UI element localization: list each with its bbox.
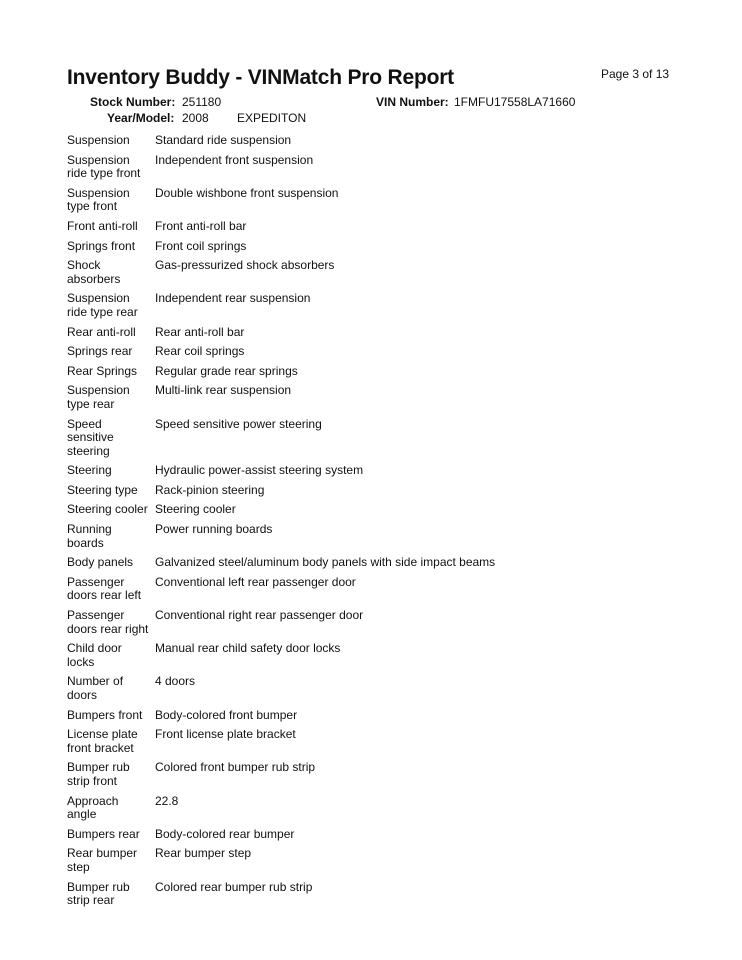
spec-row xyxy=(65,500,497,520)
spec-value: Standard ride suspension xyxy=(155,133,292,147)
spec-label: Steering type xyxy=(67,482,138,497)
spec-row xyxy=(65,362,497,382)
spec-value: 4 doors xyxy=(155,674,196,689)
spec-value: Colored front bumper rub strip xyxy=(155,760,316,775)
spec-value: Conventional left rear passenger door xyxy=(155,574,356,589)
spec-label: Springs front xyxy=(67,238,136,253)
spec-value: Front anti-roll bar xyxy=(155,218,247,233)
spec-value: Gas-pressurized shock absorbers xyxy=(155,258,335,273)
spec-row xyxy=(65,289,497,322)
spec-row xyxy=(65,553,497,573)
spec-label: Rear bumper step xyxy=(67,846,138,874)
spec-row xyxy=(65,342,497,362)
spec-row xyxy=(65,151,497,184)
spec-row xyxy=(65,256,497,289)
model-value: EXPEDITON xyxy=(237,111,307,125)
spec-label: Child door locks xyxy=(67,641,122,669)
spec-value: Rear anti-roll bar xyxy=(155,324,245,339)
spec-row xyxy=(65,792,497,825)
spec-label: Suspension type rear xyxy=(67,383,130,411)
spec-label: Running boards xyxy=(67,522,112,550)
spec-label: Bumpers front xyxy=(67,707,143,722)
spec-row xyxy=(65,237,497,257)
spec-label: Springs rear xyxy=(67,344,133,359)
spec-row xyxy=(65,131,497,151)
spec-row xyxy=(65,878,497,911)
report-title: Inventory Buddy - VINMatch Pro Report xyxy=(67,66,454,89)
spec-value: Front license plate bracket xyxy=(155,727,296,742)
spec-label: Front anti-roll xyxy=(67,218,138,233)
spec-value: Rear coil springs xyxy=(155,344,245,359)
spec-value: Regular grade rear springs xyxy=(155,363,298,378)
spec-value: Conventional right rear passenger door xyxy=(155,608,364,623)
stock-number-value: 251180 xyxy=(182,95,222,109)
spec-value: Galvanized steel/aluminum body panels with side impact beams xyxy=(155,555,496,570)
spec-row xyxy=(65,672,497,705)
spec-value: Body-colored rear bumper xyxy=(155,826,295,841)
page-number: Page 3 of 13 xyxy=(601,67,670,81)
spec-row xyxy=(65,639,497,672)
spec-value: Manual rear child safety door locks xyxy=(155,641,341,656)
spec-row xyxy=(65,844,497,877)
spec-value: Front coil springs xyxy=(155,238,247,253)
spec-label: Passenger doors rear left xyxy=(67,574,142,603)
spec-label: Body panels xyxy=(67,555,134,570)
spec-row xyxy=(65,461,497,481)
spec-row xyxy=(65,323,497,343)
spec-label: Suspension ride type front xyxy=(67,152,141,181)
spec-label: Shock absorbers xyxy=(67,258,121,286)
spec-label: Steering xyxy=(67,463,112,478)
vin-value: 1FMFU17558LA71660 xyxy=(454,95,576,109)
year-model-label: Year/Model: xyxy=(107,111,175,125)
spec-row xyxy=(65,758,497,791)
spec-value: Rack-pinion steering xyxy=(155,482,265,497)
spec-row xyxy=(65,825,497,845)
spec-label: Number of doors xyxy=(67,674,124,702)
year-value: 2008 xyxy=(182,111,209,125)
spec-row xyxy=(65,725,497,758)
spec-row xyxy=(65,184,497,217)
spec-label: Rear Springs xyxy=(67,363,138,378)
spec-value: Rear bumper step xyxy=(155,846,252,861)
spec-value: Speed sensitive power steering xyxy=(155,416,322,431)
spec-label: Rear anti-roll xyxy=(67,324,136,339)
spec-label: Approach angle xyxy=(67,793,119,822)
spec-row xyxy=(65,217,497,237)
spec-label: Suspension type front xyxy=(67,185,130,214)
spec-value: Multi-link rear suspension xyxy=(155,383,292,398)
spec-row xyxy=(65,606,497,639)
spec-row xyxy=(65,481,497,501)
vin-label: VIN Number: xyxy=(376,95,449,109)
spec-label: Suspension ride type rear xyxy=(67,291,138,319)
spec-label: Bumper rub strip rear xyxy=(67,879,130,908)
spec-value: Power running boards xyxy=(155,522,273,537)
spec-row xyxy=(65,381,497,414)
spec-row xyxy=(65,706,497,726)
spec-label: Passenger doors rear right xyxy=(67,608,149,636)
spec-label: Suspension xyxy=(67,133,130,147)
spec-value: Independent front suspension xyxy=(155,152,314,167)
spec-value: Steering cooler xyxy=(155,502,236,517)
spec-label: Bumpers rear xyxy=(67,826,140,841)
spec-row xyxy=(65,415,497,462)
spec-value: Hydraulic power-assist steering system xyxy=(155,463,364,478)
spec-value: 22.8 xyxy=(155,793,179,808)
spec-label: Bumper rub strip front xyxy=(67,760,130,788)
specs-table xyxy=(65,131,497,911)
spec-row xyxy=(65,520,497,553)
spec-value: Independent rear suspension xyxy=(155,291,311,306)
stock-number-label: Stock Number: xyxy=(90,95,176,109)
spec-value: Double wishbone front suspension xyxy=(155,185,339,200)
spec-label: Steering cooler xyxy=(67,502,148,517)
spec-value: Body-colored front bumper xyxy=(155,707,298,722)
spec-label: Speed sensitive steering xyxy=(67,416,114,458)
spec-row xyxy=(65,573,497,606)
spec-value: Colored rear bumper rub strip xyxy=(155,879,313,894)
spec-label: License plate front bracket xyxy=(67,727,138,755)
